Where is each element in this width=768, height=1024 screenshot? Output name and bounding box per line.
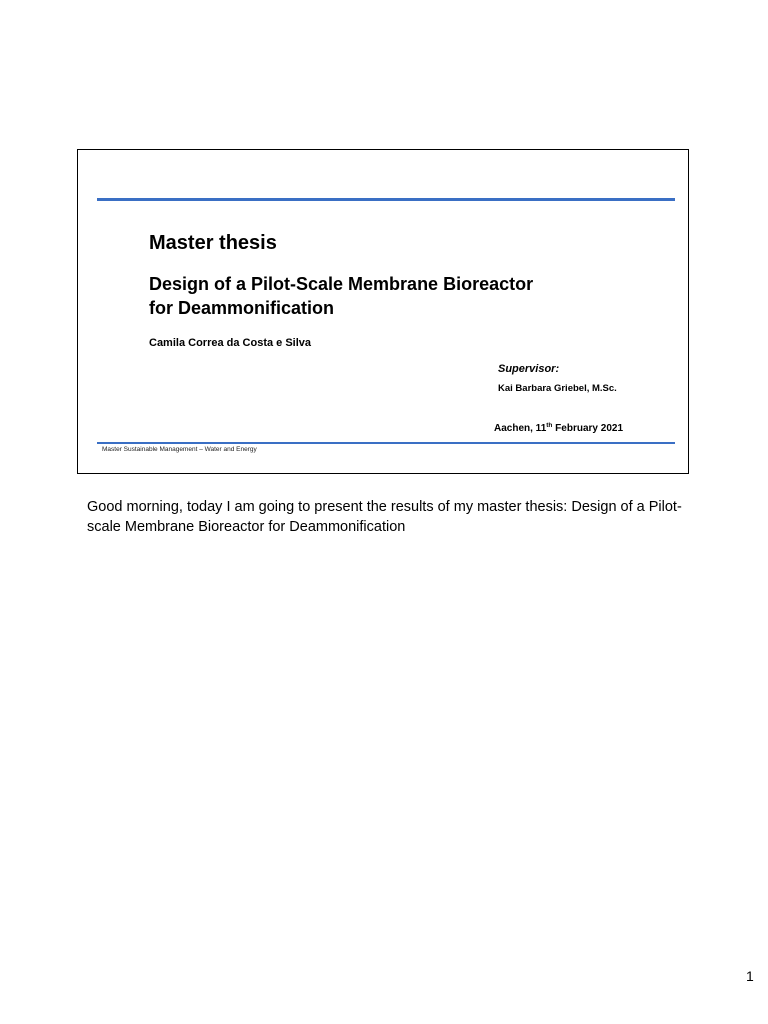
speaker-notes: Good morning, today I am going to present the results of my master thesis: Design of a Pilot-scale Membrane Bioreactor for Deammonification	[87, 499, 682, 535]
slide-date	[494, 423, 623, 434]
slide-date-superscript: th	[546, 422, 553, 429]
slide-author: Camila Correa da Costa e Silva	[149, 337, 312, 349]
slide-subtitle	[149, 272, 533, 320]
supervisor-name: Kai Barbara Griebel, M.Sc.	[498, 383, 617, 394]
slide-bottom-rule	[97, 442, 675, 444]
slide-subtitle-line-2: for Deammonification	[149, 298, 335, 318]
slide-date-suffix: February 2021	[552, 423, 624, 434]
slide-footer: Master Sustainable Management – Water and Energy	[102, 446, 257, 453]
slide-title: Master thesis	[149, 232, 277, 254]
page-number: 1	[746, 968, 754, 984]
slide-subtitle-line-1: Design of a Pilot-Scale Membrane Bioreactor	[149, 274, 534, 294]
slide-thumbnail	[77, 149, 689, 474]
slide-top-rule	[97, 198, 675, 201]
supervisor-label: Supervisor:	[498, 363, 560, 375]
slide-date-prefix: Aachen, 11	[494, 423, 547, 434]
